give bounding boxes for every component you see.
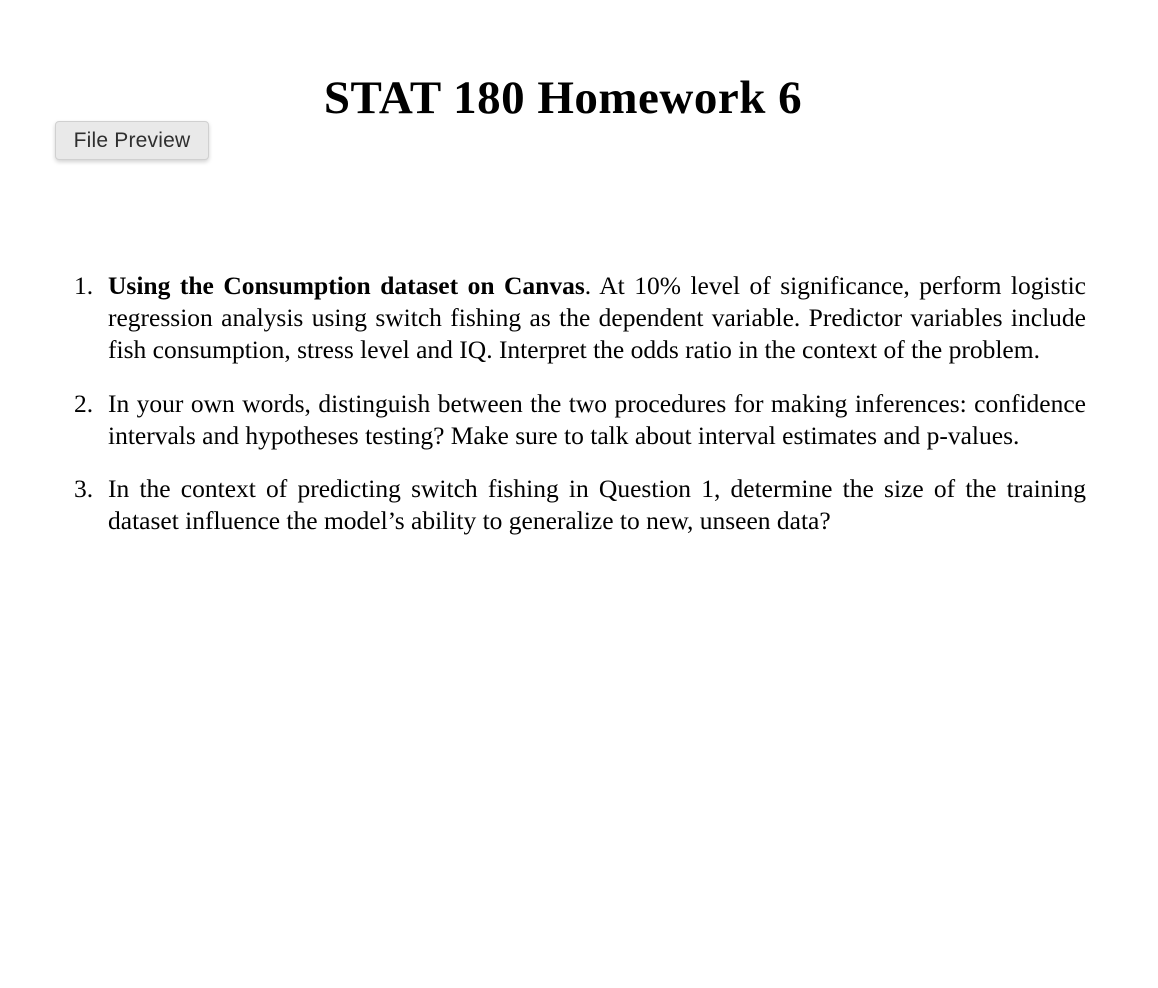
question-body: In your own words, distinguish between the two procedures for making inferences: confidence intervals and hypotheses testing? Make sure to talk about interval estimates and p-values. — [108, 388, 1086, 450]
question-number: 3. — [74, 474, 94, 504]
question-text — [108, 473, 1086, 537]
document-title: STAT 180 Homework 6 — [323, 72, 803, 124]
question-body: . At 10% level of significance, perform logistic regression analysis using switch fishing as the dependent variable. Predictor variables include fish consumption, stress level and IQ. Interpret the odds ratio in the context of the problem. — [108, 271, 1086, 365]
file-preview-button[interactable]: File Preview — [55, 121, 209, 160]
question-text — [108, 270, 1086, 367]
question-list — [74, 270, 1086, 558]
question-item-1 — [74, 270, 1086, 367]
question-lead-bold: Using the Consumption dataset on Canvas — [108, 271, 585, 300]
question-number: 1. — [74, 271, 94, 300]
question-text — [108, 388, 1086, 452]
question-number: 2. — [74, 388, 94, 418]
question-item-2 — [74, 388, 1086, 452]
question-item-3 — [74, 473, 1086, 537]
question-body: In the context of predicting switch fishing in Question 1, determine the size of the training dataset influence the model’s ability to generalize to new, unseen data? — [108, 474, 1086, 536]
